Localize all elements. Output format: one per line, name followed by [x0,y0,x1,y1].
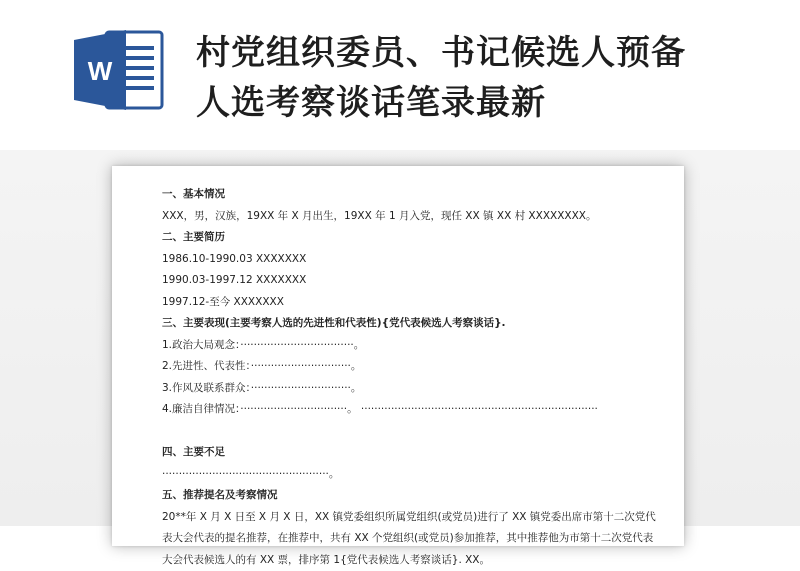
section-3-heading: 三、主要表现(主要考察人选的先进性和代表性){党代表候选人考察谈话}. [162,313,662,335]
section-4-text: ··················································。 [162,464,662,486]
performance-item: 1.政治大局观念：··································。 [162,335,662,357]
performance-item: 3.作风及联系群众：······························。 [162,378,662,400]
performance-item: 4.廉洁自律情况：································。 ······································································· [162,399,662,421]
document-body [162,184,662,571]
section-4-heading: 四、主要不足 [162,442,662,464]
document-page [112,166,684,546]
section-5-heading: 五、推荐提名及考察情况 [162,485,662,507]
performance-item: 2.先进性、代表性：······························。 [162,356,662,378]
resume-item: 1997.12-至今 XXXXXXX [162,292,662,314]
resume-item: 1990.03-1997.12 XXXXXXX [162,270,662,292]
title-line-1: 村党组织委员、书记候选人预备 [196,28,776,78]
section-2-heading: 二、主要简历 [162,227,662,249]
word-document-icon [72,28,166,112]
header-banner [0,0,800,150]
blank-line [162,421,662,443]
svg-text:W: W [88,56,113,86]
section-1-heading: 一、基本情况 [162,184,662,206]
section-1-text: XXX，男，汉族，19XX 年 X 月出生，19XX 年 1 月入党，现任 XX 镇 XX 村 XXXXXXXX。 [162,206,662,228]
resume-item: 1986.10-1990.03 XXXXXXX [162,249,662,271]
title-line-2: 人选考察谈话笔录最新 [196,78,776,128]
section-5-paragraph: 20**年 X 月 X 日至 X 月 X 日，XX 镇党委组织所属党组织(或党员)进行了 XX 镇党委出席市第十二次党代表大会代表的提名推荐，在推荐中，共有 XX 个党组织(或党员)参加推荐，其中推荐他为市第十二次党代表大会代表候选人的有 XX 票，排序第 1{党代表候选人考察谈话}. XX。 [162,507,662,571]
page-title [196,28,776,128]
